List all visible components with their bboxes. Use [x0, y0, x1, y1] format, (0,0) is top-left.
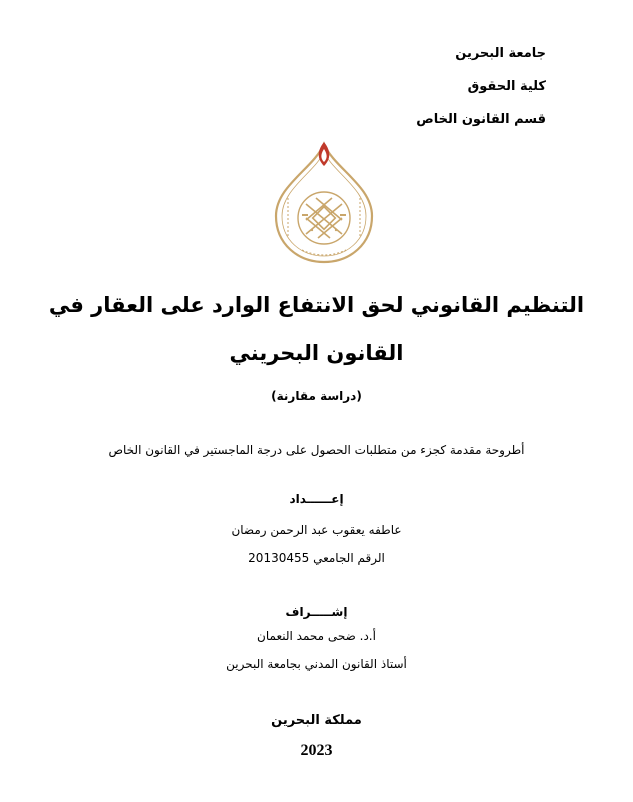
year: 2023 — [300, 742, 333, 759]
college-name: كلية الحقوق — [467, 79, 546, 94]
preparation-heading: إعــــــداد — [289, 492, 344, 506]
university-name: جامعة البحرين — [455, 46, 546, 61]
thesis-title-line-1: التنظيم القانوني لحق الانتفاع الوارد على العقار في — [48, 293, 585, 317]
supervision-heading: إشـــــراف — [285, 605, 348, 619]
thesis-purpose: أطروحة مقدمة كجزء من متطلبات الحصول على درجة الماجستير في القانون الخاص — [108, 443, 525, 457]
thesis-subtitle: (دراسة مقارنة) — [271, 389, 362, 403]
country-name: مملكة البحرين — [271, 713, 362, 728]
author-name: عاطفه يعقوب عبد الرحمن رمضان — [231, 523, 402, 537]
thesis-title-line-2: القانون البحريني — [229, 341, 404, 365]
student-id: الرقم الجامعي 20130455 — [248, 551, 385, 565]
supervisor-name: أ.د. ضحى محمد النعمان — [257, 629, 376, 643]
supervisor-position: أستاذ القانون المدني بجامعة البحرين — [226, 657, 407, 671]
university-of-bahrain-seal-icon — [272, 138, 376, 266]
department-name: قسم القانون الخاص — [416, 112, 546, 127]
